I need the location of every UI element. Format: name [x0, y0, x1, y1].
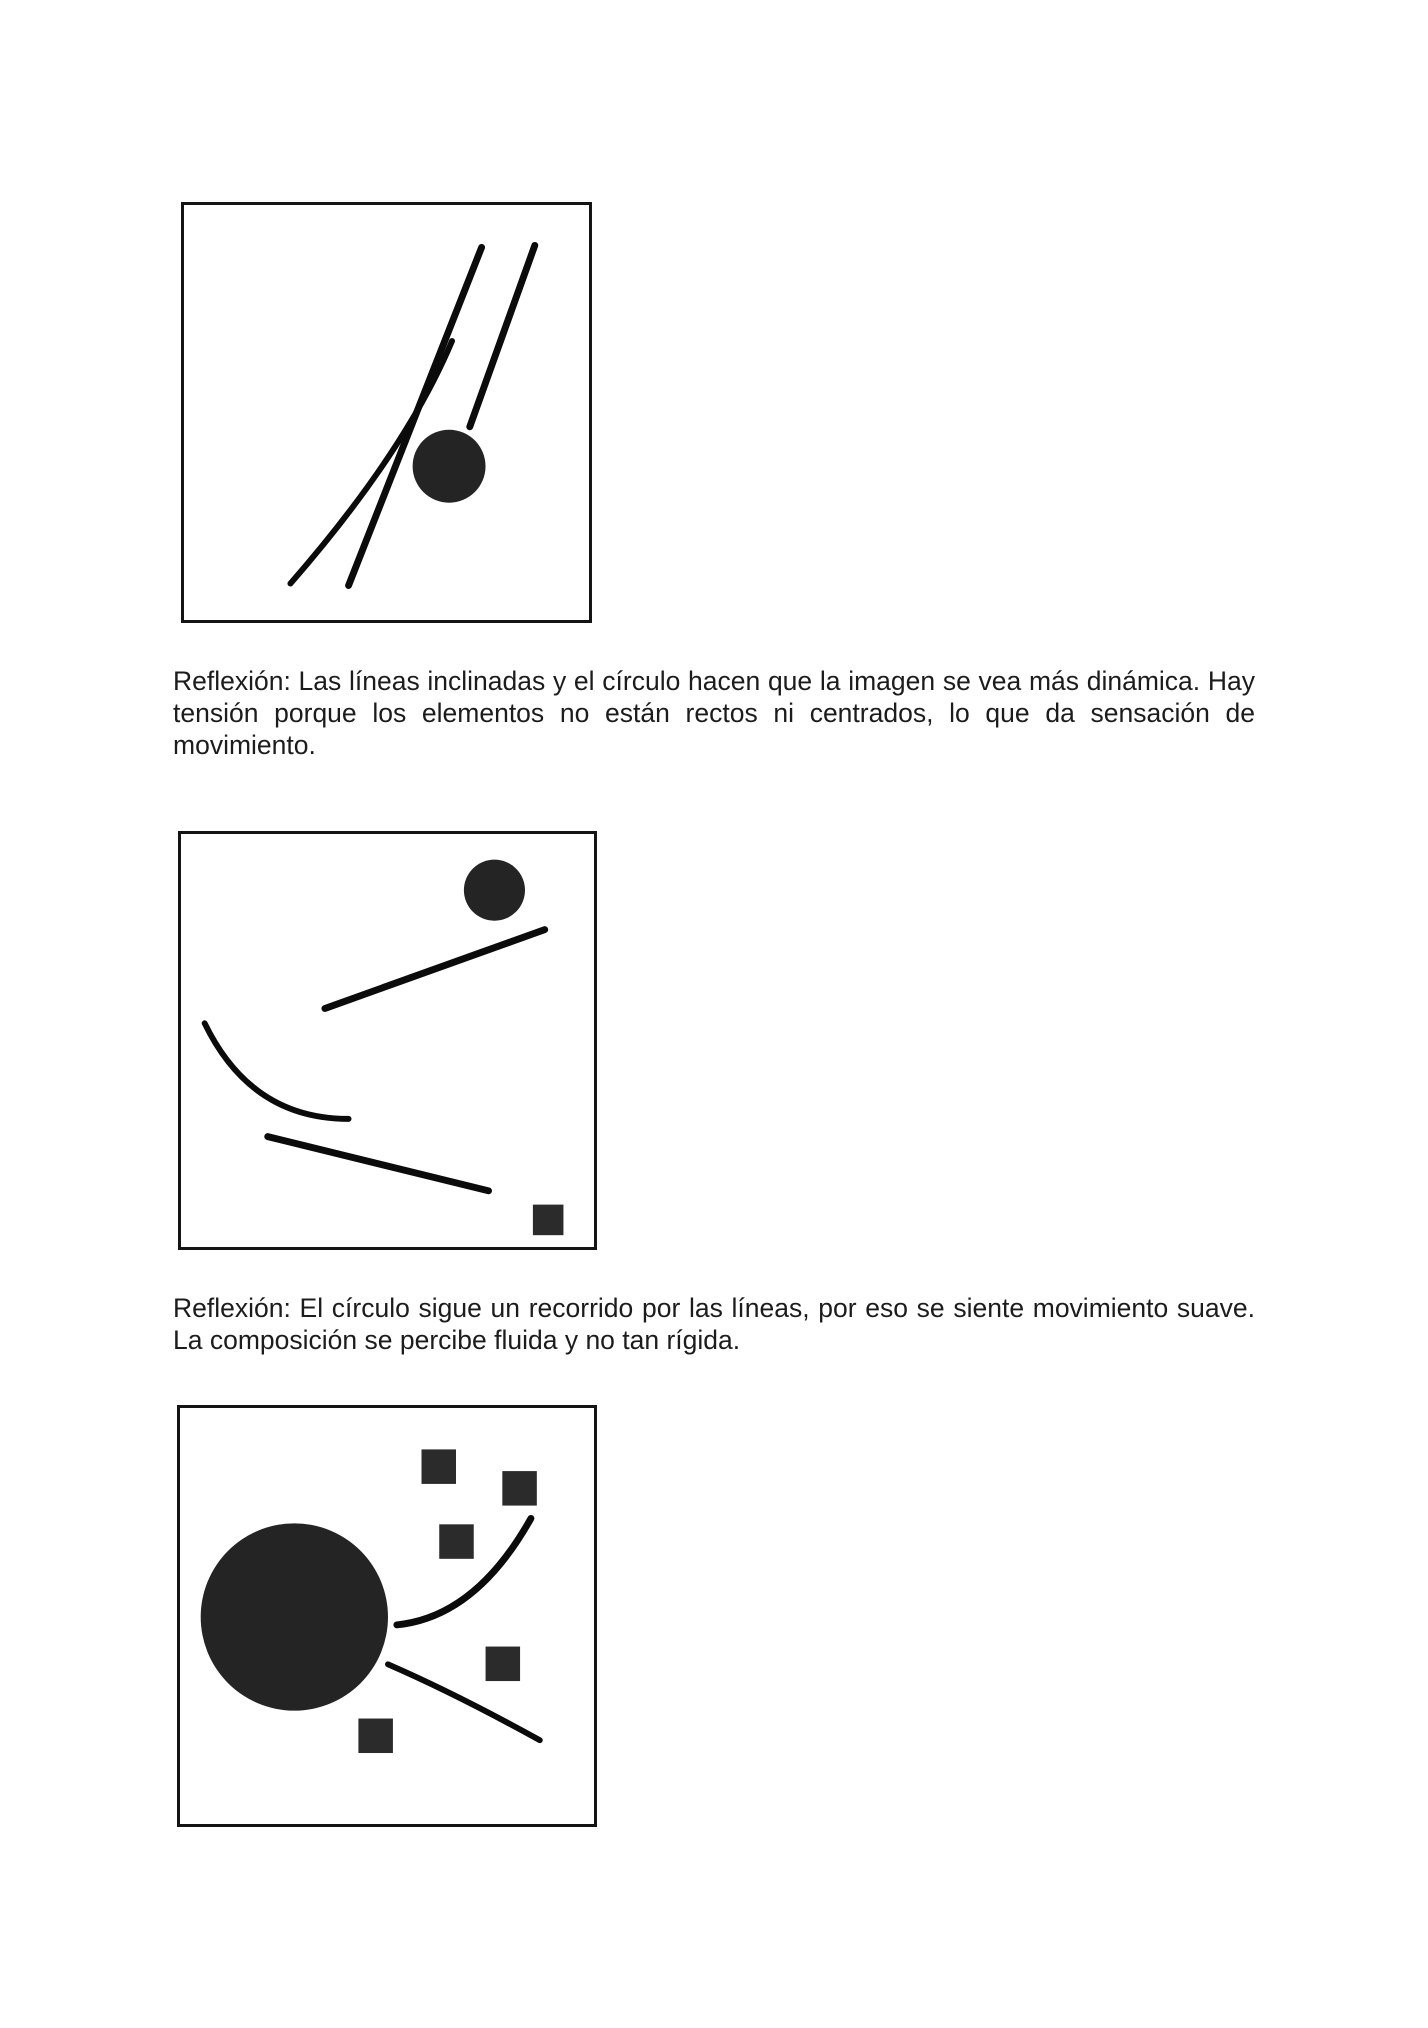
reflection-text-1: Reflexión: Las líneas inclinadas y el círculo hacen que la imagen se vea más dinámica. Hay tensión porque los elementos no están rectos ni centrados, lo que da sensación de movimiento. [173, 666, 1255, 760]
figure-composition-3 [177, 1405, 597, 1827]
upper-diagonal-line [325, 930, 545, 1009]
reflection-text-2: Reflexión: El círculo sigue un recorrido por las líneas, por eso se siente movimiento suave. La composición se percibe fluida y no tan rígida. [173, 1293, 1255, 1355]
small-square-right [486, 1647, 520, 1682]
figure-composition-1 [181, 202, 592, 623]
small-square-bottom [358, 1719, 393, 1754]
large-black-circle [201, 1523, 388, 1710]
figure-1-canvas [184, 205, 589, 620]
figure-2-canvas [181, 834, 594, 1247]
figure-3-canvas [180, 1408, 594, 1824]
black-circle [413, 430, 486, 503]
short-diagonal-line [470, 245, 535, 426]
lower-diagonal-line [268, 1137, 489, 1191]
small-square [533, 1205, 564, 1236]
black-circle [464, 860, 525, 921]
small-square-top-right [502, 1471, 537, 1506]
small-square-middle [439, 1524, 474, 1559]
figure-composition-2 [178, 831, 597, 1250]
small-square-top [422, 1449, 457, 1484]
curved-line [205, 1023, 349, 1119]
